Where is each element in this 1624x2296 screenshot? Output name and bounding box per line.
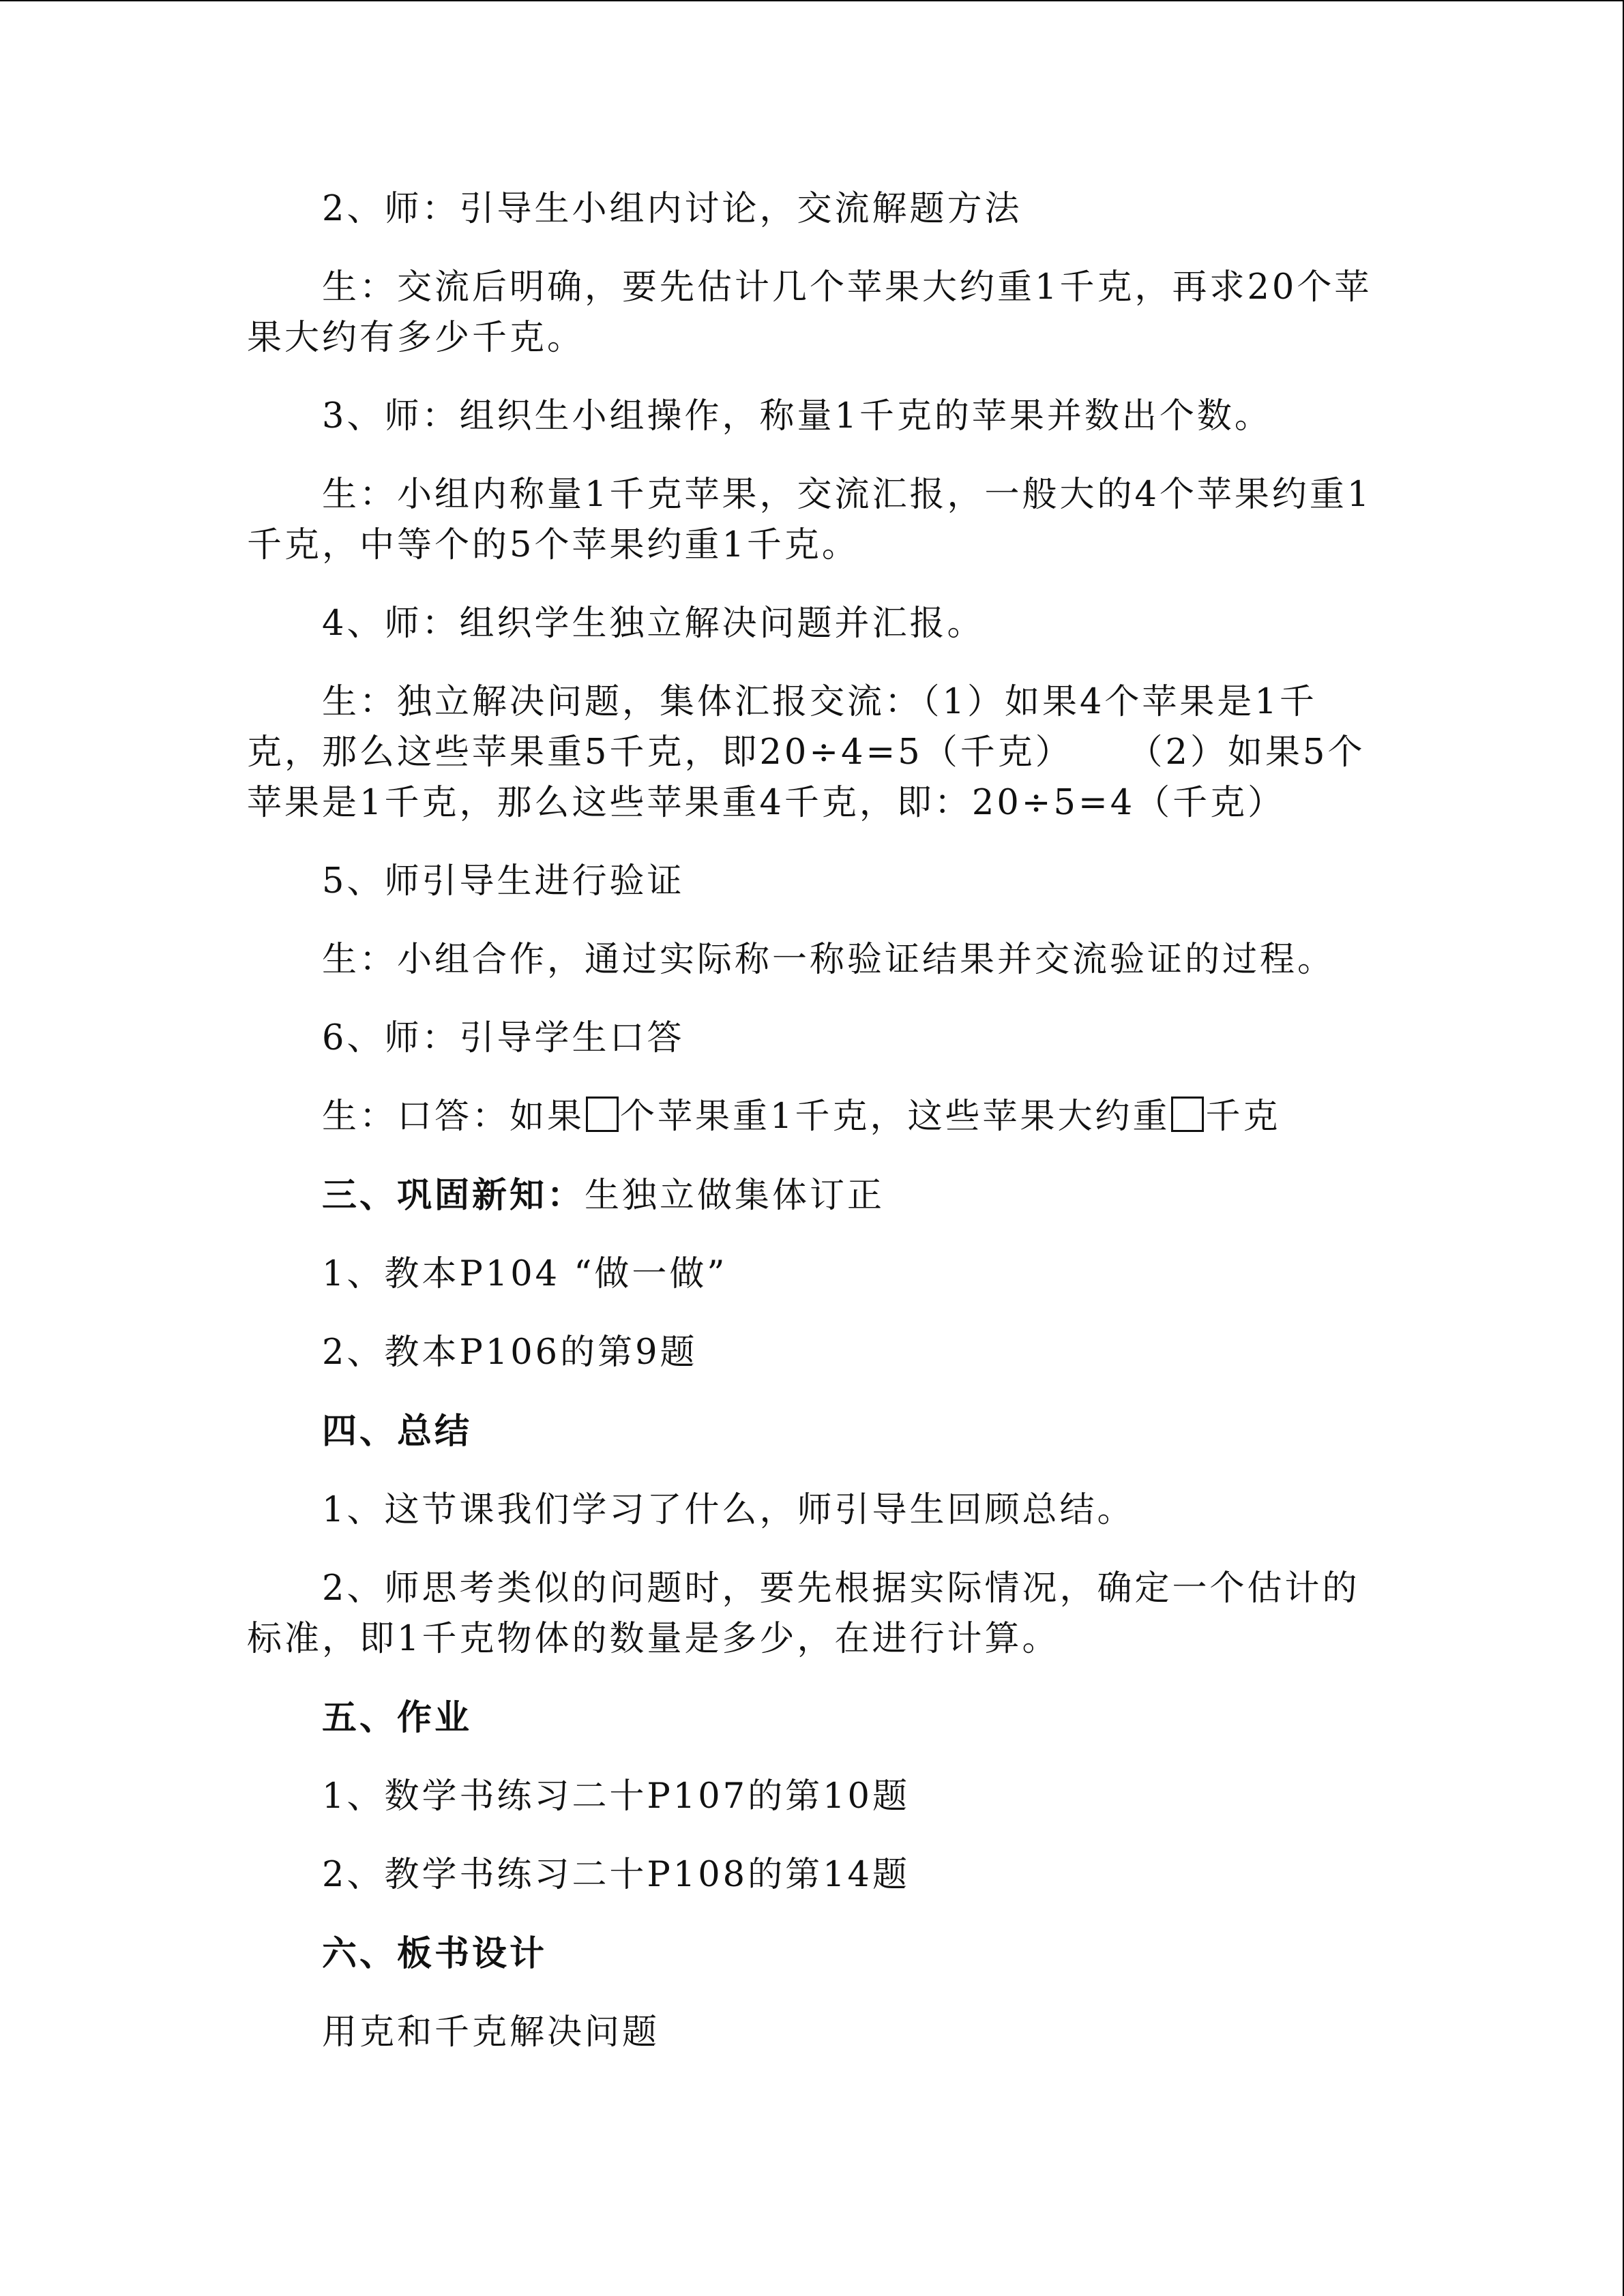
- paragraph-board-title: 用克和千克解决问题: [322, 2012, 660, 2053]
- section-title-summary: 四、总结: [322, 1411, 473, 1452]
- paragraph-homework-1: 1、数学书练习二十P107的第10题: [322, 1776, 911, 1817]
- paragraph-student-step-3: 生：小组内称量1千克苹果，交流汇报，一般大的4个苹果约重1千克，中等个的5个苹果约重1千克。: [247, 475, 1372, 565]
- paragraph-teacher-step-2: 2、师：引导生小组内讨论，交流解题方法: [322, 189, 1022, 229]
- paragraph-teacher-step-4: 4、师：组织学生独立解决问题并汇报。: [322, 603, 985, 644]
- section-text-consolidate: 生独立做集体订正: [585, 1176, 885, 1216]
- paragraph-summary-2: 2、师思考类似的问题时，要先根据实际情况，确定一个估计的标准，即1千克物体的数量是多少，在进行计算。: [247, 1568, 1360, 1659]
- section-title-board-design: 六、板书设计: [322, 1933, 548, 1974]
- paragraph-student-oral-answer: [247, 1092, 1379, 1142]
- paragraph-summary-1: 1、这节课我们学习了什么，师引导生回顾总结。: [322, 1490, 1135, 1530]
- oral-answer-part-1: 生：口答：如果: [322, 1097, 585, 1137]
- oral-answer-part-3: 千克: [1205, 1097, 1281, 1137]
- paragraph-student-step-5: 生：小组合作，通过实际称一称验证结果并交流验证的过程。: [322, 940, 1335, 980]
- blank-box-weight: [1171, 1097, 1204, 1132]
- page-top-border: [0, 0, 1623, 1]
- section-heading-board-design: [247, 1928, 1379, 1980]
- paragraph-student-step-2: 生：交流后明确，要先估计几个苹果大约重1千克，再求20个苹果大约有多少千克。: [247, 267, 1372, 358]
- section-title-homework: 五、作业: [322, 1697, 473, 1738]
- section-title-consolidate: 三、巩固新知：: [322, 1175, 585, 1216]
- document-body: [247, 184, 1379, 2058]
- section-heading-summary: [247, 1406, 1379, 1457]
- paragraph-teacher-step-3: 3、师：组织生小组操作，称量1千克的苹果并数出个数。: [322, 396, 1272, 436]
- paragraph-exercise-2: 2、教本P106的第9题: [322, 1332, 698, 1373]
- paragraph-student-step-4: 生：独立解决问题，集体汇报交流：（1）如果4个苹果是1千克，那么这些苹果重5千克，即20÷4=5（千克） （2）如果5个苹果是1千克，那么这些苹果重4千克，即：20÷5=4（千克）: [247, 682, 1365, 823]
- section-heading-consolidate: [247, 1170, 1379, 1221]
- blank-box-count: [586, 1097, 619, 1132]
- paragraph-exercise-1: 1、教本P104 “做一做”: [322, 1254, 728, 1294]
- paragraph-homework-2: 2、教学书练习二十P108的第14题: [322, 1855, 911, 1895]
- section-heading-homework: [247, 1693, 1379, 1744]
- paragraph-teacher-step-5: 5、师引导生进行验证: [322, 861, 685, 901]
- oral-answer-part-2: 个苹果重1千克，这些苹果大约重: [620, 1097, 1170, 1137]
- paragraph-teacher-step-6: 6、师：引导学生口答: [322, 1018, 685, 1058]
